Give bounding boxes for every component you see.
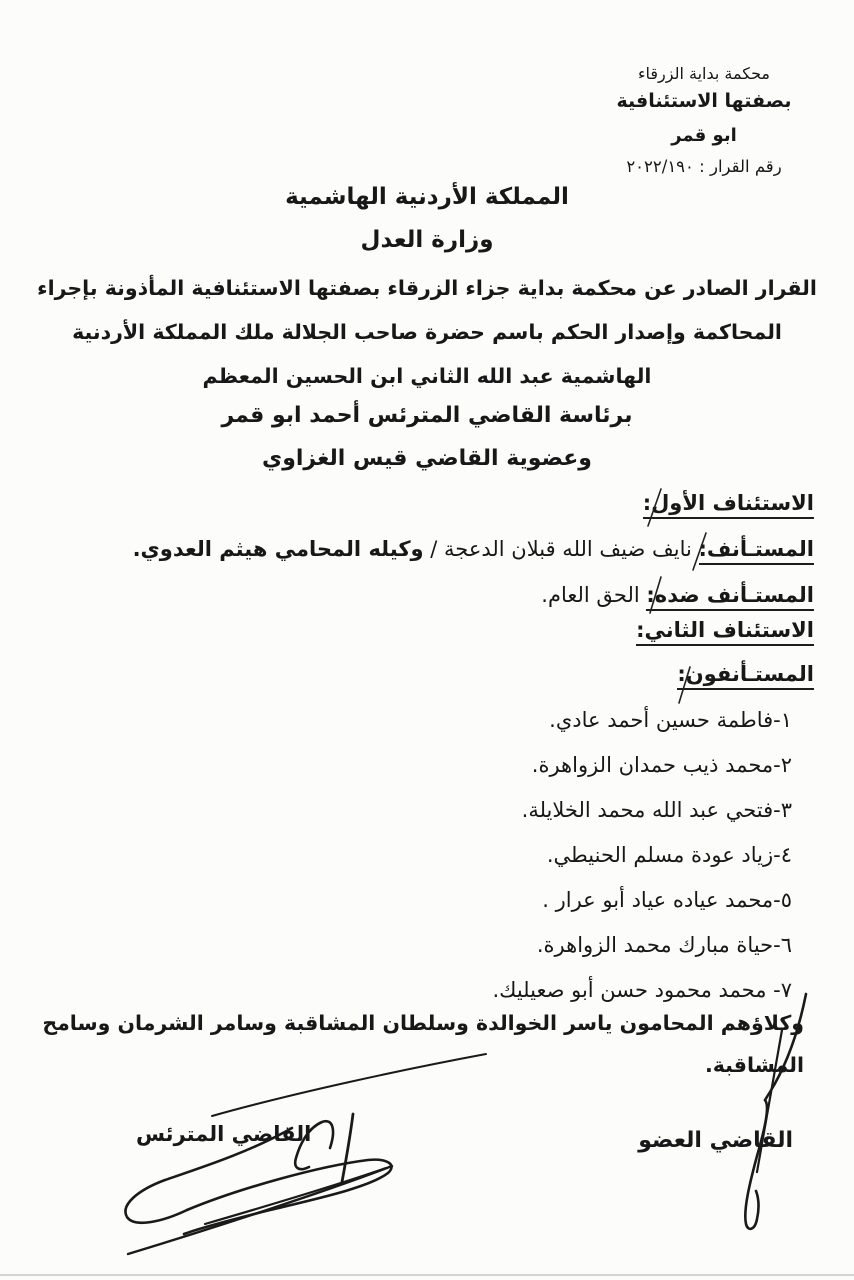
court-capacity: بصفتها الاستئنافية bbox=[616, 90, 792, 112]
second-appeal-heading-text: الاستئناف الثاني: bbox=[636, 618, 814, 646]
appellant-item: ٣-فتحي عبد الله محمد الخلايلة. bbox=[521, 798, 792, 822]
first-appeal-section bbox=[30, 486, 814, 624]
document-titles bbox=[0, 184, 854, 253]
member-judge-label: القاضي العضو bbox=[638, 1128, 793, 1153]
scan-bottom-edge bbox=[0, 1274, 854, 1276]
appellant-item: ٦-حياة مبارك محمد الزواهرة. bbox=[536, 933, 792, 957]
appellant-item: ١-فاطمة حسين أحمد عادي. bbox=[549, 708, 792, 732]
first-appeal-heading-text: الاستئناف الأول: bbox=[643, 491, 814, 519]
preamble-line-3: الهاشمية عبد الله الثاني ابن الحسين المعظم bbox=[202, 364, 652, 388]
appellee-value: الحق العام. bbox=[541, 583, 640, 607]
ministry-title: وزارة العدل bbox=[360, 227, 494, 253]
attorneys-line-1: وكلاؤهم المحامون ياسر الخوالدة وسلطان المشاقبة وسامر الشرمان وسامح bbox=[42, 1011, 804, 1035]
preamble-line-1: القرار الصادر عن محكمة بداية جزاء الزرقاء بصفتها الاستئنافية المأذونة بإجراء bbox=[37, 276, 817, 300]
appellant-item: ٤-زياد عودة مسلم الحنيطي. bbox=[546, 843, 792, 867]
judge-short-name: ابو قمر bbox=[671, 125, 737, 146]
appellant-attorney: وكيله المحامي هيثم العدوي. bbox=[132, 537, 424, 561]
appellant-item: ٢-محمد ذيب حمدان الزواهرة. bbox=[531, 753, 792, 777]
decision-preamble bbox=[26, 266, 828, 398]
appellant-item: ٧- محمد محمود حسن أبو صعيليك. bbox=[492, 978, 792, 1002]
appellee-row bbox=[30, 578, 814, 612]
appellants-label-text: المستـأنفون: bbox=[677, 662, 814, 690]
judges-panel bbox=[0, 394, 854, 480]
second-appeal-heading bbox=[636, 618, 814, 642]
court-name: محكمة بداية الزرقاء bbox=[638, 64, 770, 83]
first-appeal-heading bbox=[30, 486, 814, 520]
attorneys-paragraph bbox=[42, 1002, 804, 1086]
attorneys-line-2: المشاقبة. bbox=[704, 1053, 804, 1077]
appellee-label: المستـأنف ضده: bbox=[646, 583, 814, 611]
appellant-name: نايف ضيف الله قبلان الدعجة / bbox=[430, 537, 692, 561]
panel-president-line: برئاسة القاضي المترئس أحمد ابو قمر bbox=[221, 403, 633, 428]
presiding-judge-label: القاضي المترئس bbox=[136, 1122, 312, 1146]
panel-member-line: وعضوية القاضي قيس الغزاوي bbox=[262, 446, 592, 471]
court-header bbox=[608, 64, 800, 176]
decision-number: رقم القرار : ٢٠٢٢/١٩٠ bbox=[626, 157, 782, 176]
appellant-label: المستـأنف: bbox=[699, 537, 814, 565]
appellants-label bbox=[677, 662, 814, 686]
preamble-line-2: المحاكمة وإصدار الحكم باسم حضرة صاحب الجلالة ملك المملكة الأردنية bbox=[72, 320, 782, 344]
appellant-item: ٥-محمد عياده عياد أبو عرار . bbox=[542, 888, 792, 912]
appellants-list bbox=[492, 698, 792, 1013]
appellant-row bbox=[30, 532, 814, 566]
kingdom-title: المملكة الأردنية الهاشمية bbox=[285, 184, 569, 210]
